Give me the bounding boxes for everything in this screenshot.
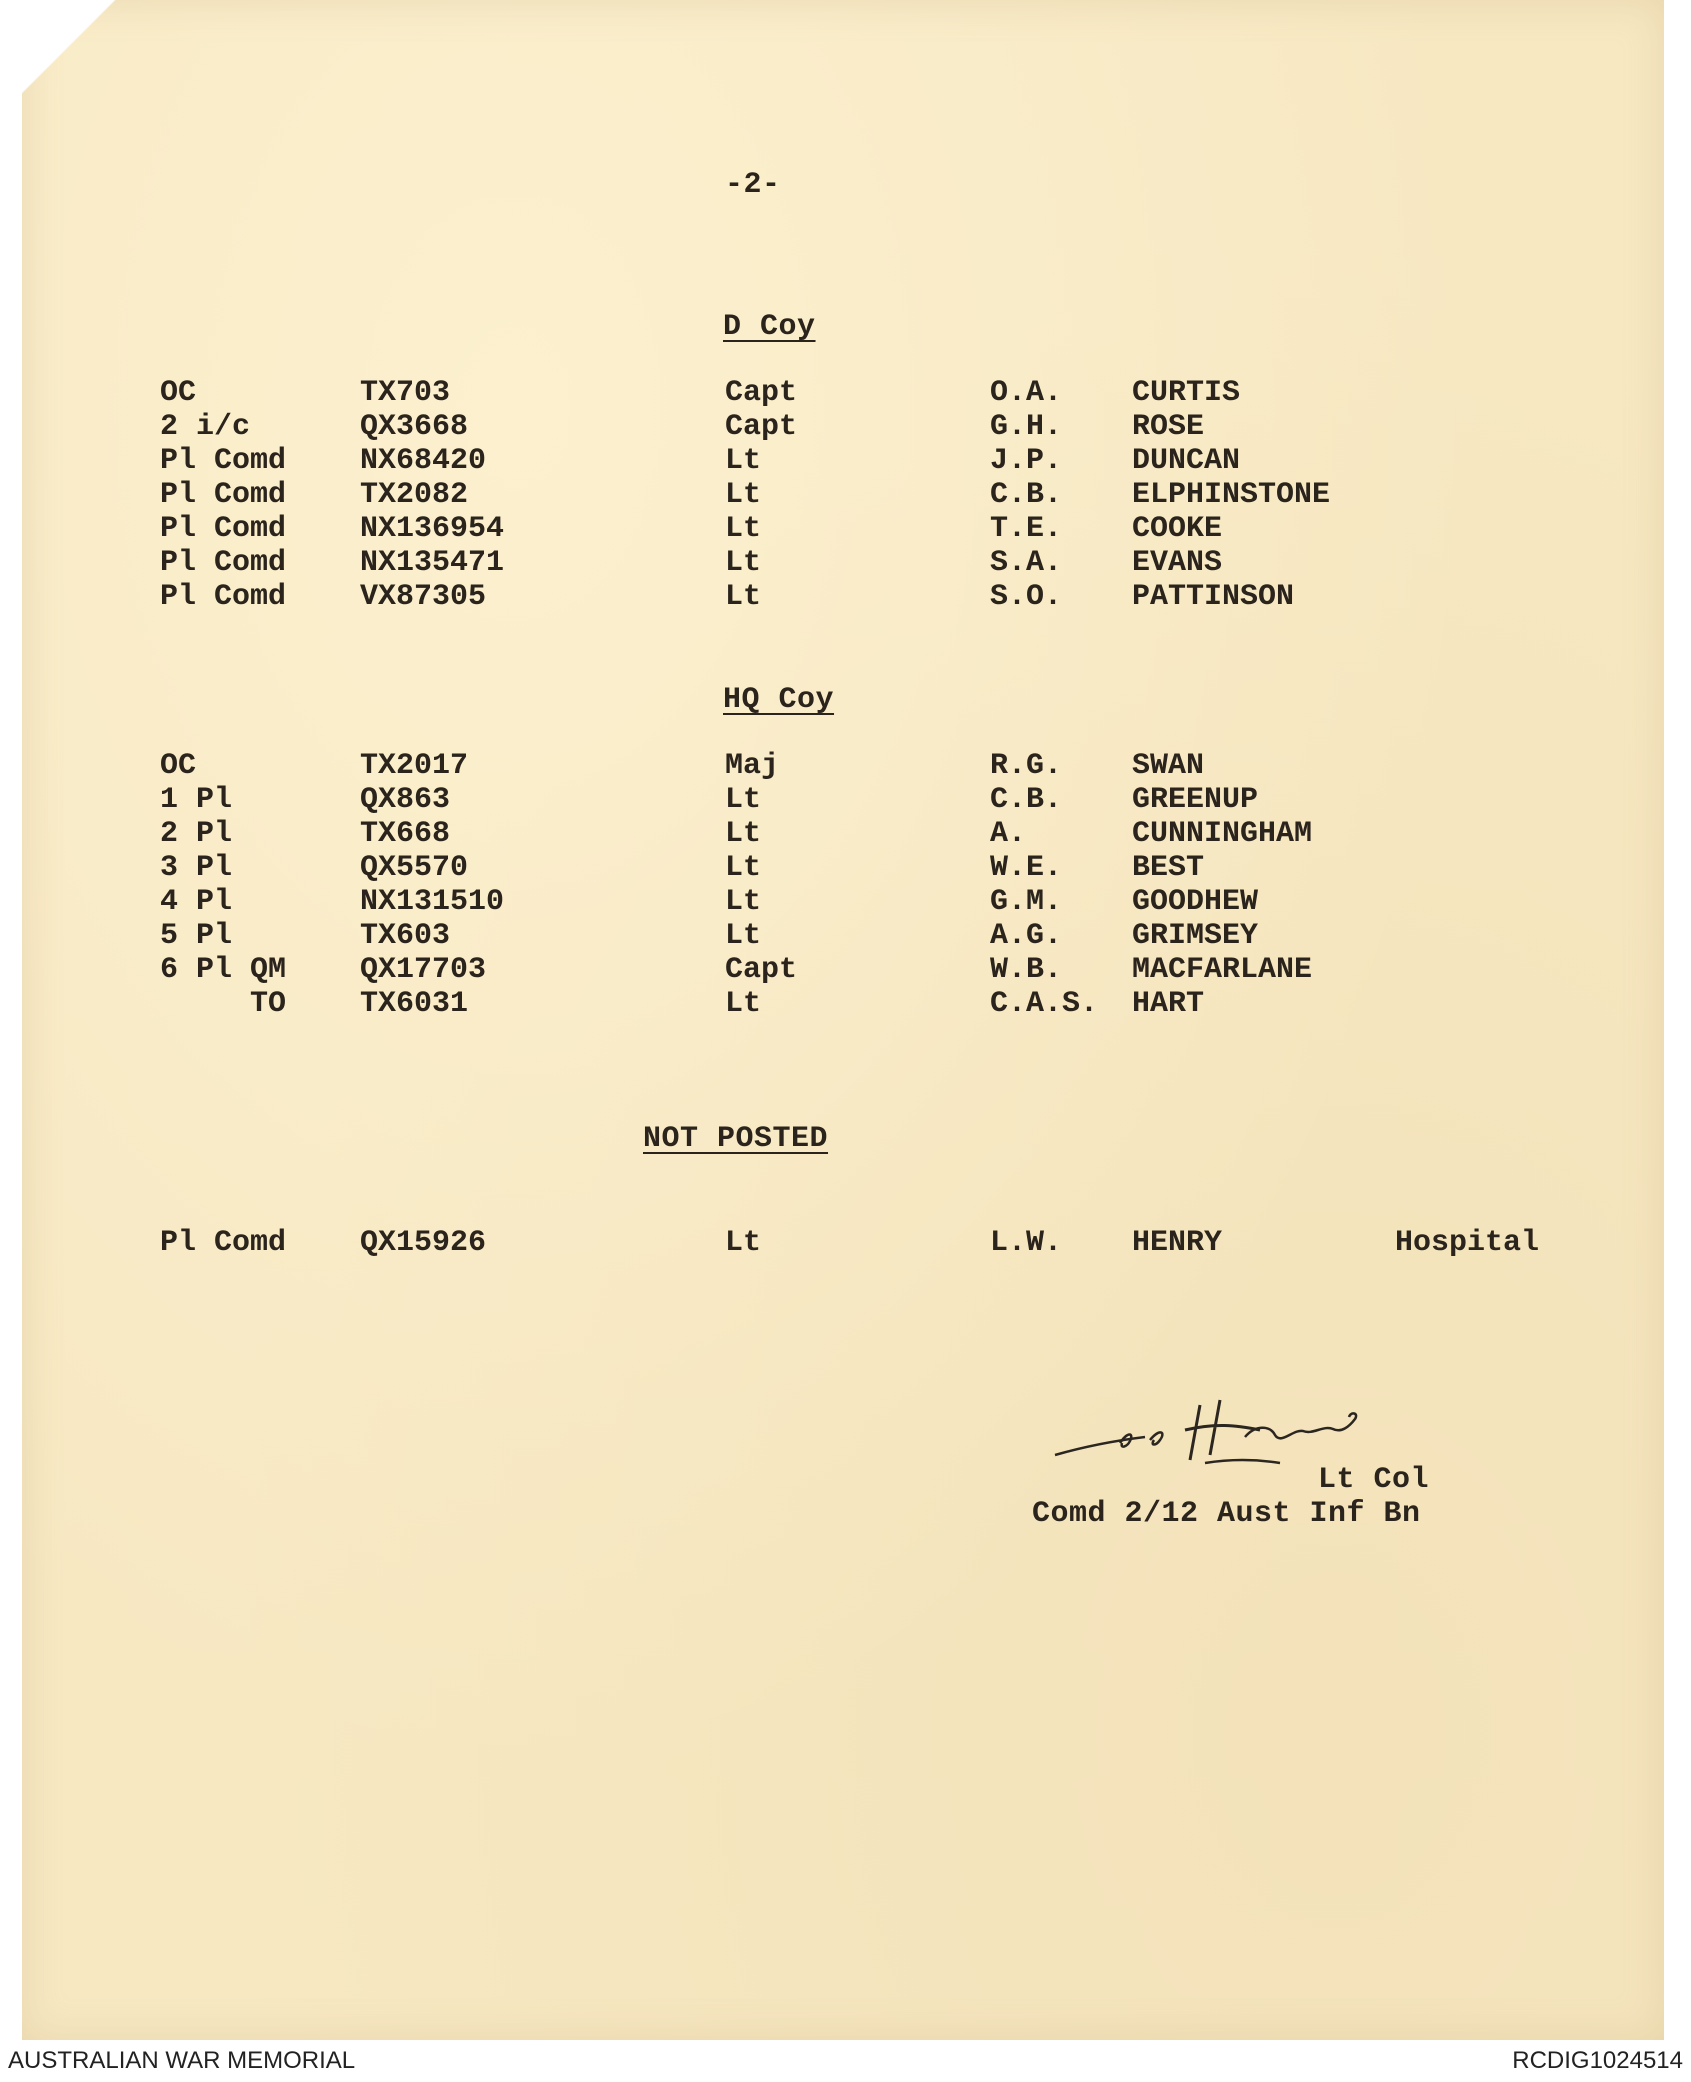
- initials-cell: R.G.: [990, 749, 1063, 783]
- table-row: [0, 376, 1691, 410]
- service-number-cell: TX2017: [360, 749, 469, 783]
- rank-cell: Lt: [725, 1226, 762, 1260]
- appointment-cell: Pl Comd: [160, 512, 287, 546]
- table-row: [0, 1226, 1691, 1260]
- service-number-cell: QX17703: [360, 953, 487, 987]
- initials-cell: A.: [990, 817, 1027, 851]
- initials-cell: O.A.: [990, 376, 1063, 410]
- service-number-cell: NX136954: [360, 512, 505, 546]
- handwritten-signature: [1050, 1385, 1450, 1475]
- surname-cell: EVANS: [1132, 546, 1223, 580]
- service-number-cell: QX5570: [360, 851, 469, 885]
- signatory-appointment: Comd 2/12 Aust Inf Bn: [1032, 1497, 1421, 1531]
- appointment-cell: 3 Pl: [160, 851, 233, 885]
- appointment-cell: OC: [160, 749, 197, 783]
- appointment-cell: TO: [160, 987, 287, 1021]
- appointment-cell: 1 Pl: [160, 783, 233, 817]
- appointment-cell: 6 Pl QM: [160, 953, 287, 987]
- footer-left-label: AUSTRALIAN WAR MEMORIAL: [8, 2047, 356, 2074]
- appointment-cell: Pl Comd: [160, 546, 287, 580]
- service-number-cell: TX668: [360, 817, 451, 851]
- initials-cell: T.E.: [990, 512, 1063, 546]
- table-row: [0, 987, 1691, 1021]
- initials-cell: W.B.: [990, 953, 1063, 987]
- rank-cell: Lt: [725, 512, 762, 546]
- appointment-cell: Pl Comd: [160, 1226, 287, 1260]
- table-row: [0, 817, 1691, 851]
- table-row: [0, 919, 1691, 953]
- service-number-cell: NX131510: [360, 885, 505, 919]
- appointment-cell: 2 Pl: [160, 817, 233, 851]
- appointment-cell: Pl Comd: [160, 580, 287, 614]
- appointment-cell: 5 Pl: [160, 919, 233, 953]
- surname-cell: MACFARLANE: [1132, 953, 1313, 987]
- section-heading-not-posted: NOT POSTED: [643, 1122, 829, 1156]
- table-row: [0, 444, 1691, 478]
- table-row: [0, 410, 1691, 444]
- rank-cell: Lt: [725, 987, 762, 1021]
- appointment-cell: 4 Pl: [160, 885, 233, 919]
- table-row: [0, 546, 1691, 580]
- table-row: [0, 851, 1691, 885]
- rank-cell: Lt: [725, 885, 762, 919]
- rank-cell: Lt: [725, 851, 762, 885]
- service-number-cell: TX603: [360, 919, 451, 953]
- surname-cell: SWAN: [1132, 749, 1205, 783]
- service-number-cell: VX87305: [360, 580, 487, 614]
- service-number-cell: QX863: [360, 783, 451, 817]
- section-heading-hq-coy: HQ Coy: [723, 683, 835, 717]
- service-number-cell: TX6031: [360, 987, 469, 1021]
- surname-cell: CUNNINGHAM: [1132, 817, 1313, 851]
- initials-cell: C.A.S.: [990, 987, 1099, 1021]
- service-number-cell: NX135471: [360, 546, 505, 580]
- initials-cell: S.A.: [990, 546, 1063, 580]
- surname-cell: COOKE: [1132, 512, 1223, 546]
- initials-cell: W.E.: [990, 851, 1063, 885]
- initials-cell: G.M.: [990, 885, 1063, 919]
- surname-cell: DUNCAN: [1132, 444, 1241, 478]
- rank-cell: Lt: [725, 817, 762, 851]
- rank-cell: Lt: [725, 580, 762, 614]
- rank-cell: Lt: [725, 783, 762, 817]
- rank-cell: Lt: [725, 444, 762, 478]
- table-row: [0, 512, 1691, 546]
- appointment-cell: OC: [160, 376, 197, 410]
- section-heading-d-coy: D Coy: [723, 310, 816, 344]
- signatory-rank: Lt Col: [1318, 1463, 1430, 1497]
- rank-cell: Capt: [725, 376, 798, 410]
- rank-cell: Maj: [725, 749, 780, 783]
- rank-cell: Capt: [725, 953, 798, 987]
- rank-cell: Capt: [725, 410, 798, 444]
- table-row: [0, 749, 1691, 783]
- surname-cell: ELPHINSTONE: [1132, 478, 1331, 512]
- rank-cell: Lt: [725, 546, 762, 580]
- appointment-cell: Pl Comd: [160, 478, 287, 512]
- surname-cell: HENRY: [1132, 1226, 1223, 1260]
- service-number-cell: QX15926: [360, 1226, 487, 1260]
- service-number-cell: NX68420: [360, 444, 487, 478]
- initials-cell: C.B.: [990, 783, 1063, 817]
- table-row: [0, 953, 1691, 987]
- page-number: -2-: [725, 168, 781, 202]
- surname-cell: GREENUP: [1132, 783, 1259, 817]
- footer-right-label: RCDIG1024514: [1512, 2047, 1683, 2074]
- folded-corner: [22, 0, 142, 110]
- initials-cell: L.W.: [990, 1226, 1063, 1260]
- surname-cell: GRIMSEY: [1132, 919, 1259, 953]
- rank-cell: Lt: [725, 478, 762, 512]
- surname-cell: HART: [1132, 987, 1205, 1021]
- initials-cell: C.B.: [990, 478, 1063, 512]
- table-row: [0, 783, 1691, 817]
- initials-cell: G.H.: [990, 410, 1063, 444]
- surname-cell: ROSE: [1132, 410, 1205, 444]
- surname-cell: GOODHEW: [1132, 885, 1259, 919]
- service-number-cell: TX703: [360, 376, 451, 410]
- service-number-cell: TX2082: [360, 478, 469, 512]
- surname-cell: BEST: [1132, 851, 1205, 885]
- initials-cell: J.P.: [990, 444, 1063, 478]
- note-cell: Hospital: [1395, 1226, 1540, 1260]
- service-number-cell: QX3668: [360, 410, 469, 444]
- table-row: [0, 885, 1691, 919]
- appointment-cell: Pl Comd: [160, 444, 287, 478]
- appointment-cell: 2 i/c: [160, 410, 251, 444]
- table-row: [0, 580, 1691, 614]
- initials-cell: A.G.: [990, 919, 1063, 953]
- surname-cell: PATTINSON: [1132, 580, 1295, 614]
- rank-cell: Lt: [725, 919, 762, 953]
- surname-cell: CURTIS: [1132, 376, 1241, 410]
- initials-cell: S.O.: [990, 580, 1063, 614]
- table-row: [0, 478, 1691, 512]
